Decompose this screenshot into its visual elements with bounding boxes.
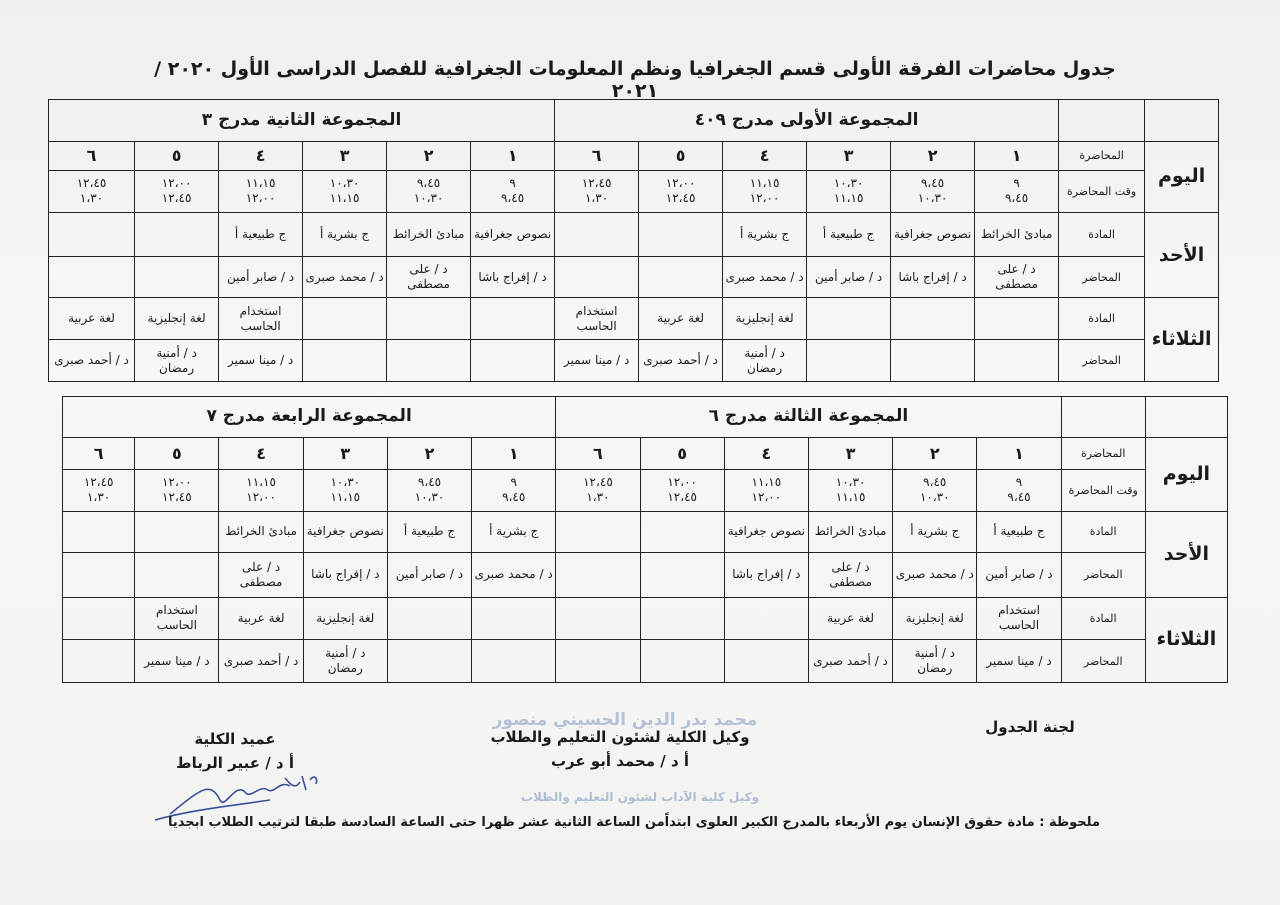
time-start: ١٠،٣٠ bbox=[329, 176, 360, 191]
lecturer-cell bbox=[639, 256, 723, 298]
subject-cell bbox=[975, 298, 1059, 340]
dean-signature bbox=[165, 730, 305, 772]
time-start: ١٢،٤٥ bbox=[581, 176, 612, 191]
blank-corner bbox=[1059, 100, 1145, 142]
time-end: ٩،٤٥ bbox=[1007, 490, 1031, 505]
subject-cell: نصوص جغرافية bbox=[471, 212, 555, 256]
subject-cell bbox=[387, 597, 471, 640]
subject-cell: استخدام الحاسب bbox=[555, 298, 639, 340]
row-label: المادة bbox=[1059, 212, 1145, 256]
lecturer-cell: د / إفراج باشا bbox=[891, 256, 975, 298]
blank-corner bbox=[1145, 397, 1227, 438]
time-start: ١٢،٠٠ bbox=[161, 176, 192, 191]
lecturer-cell bbox=[471, 340, 555, 382]
subject-cell: ج طبيعية أ bbox=[219, 212, 303, 256]
lecture-number: ٢ bbox=[387, 437, 471, 469]
subject-cell bbox=[49, 212, 135, 256]
lecturer-cell: د / على مصطفى bbox=[808, 552, 892, 597]
group-header: المجموعة الرابعة مدرج ٧ bbox=[63, 397, 556, 438]
time-end: ١٢،٠٠ bbox=[749, 191, 780, 206]
subject-cell bbox=[135, 212, 219, 256]
lecturer-cell bbox=[135, 256, 219, 298]
subject-cell: لغة إنجليزية bbox=[723, 298, 807, 340]
lecturer-cell bbox=[555, 256, 639, 298]
subject-cell bbox=[135, 512, 219, 553]
lecturer-cell bbox=[49, 256, 135, 298]
lecture-number: ٥ bbox=[135, 141, 219, 170]
lecture-number: ٤ bbox=[724, 437, 808, 469]
subject-cell: لغة عربية bbox=[639, 298, 723, 340]
lecturer-cell: د / إفراج باشا bbox=[724, 552, 808, 597]
lecturer-cell: د / أحمد صبرى bbox=[219, 640, 303, 683]
subject-cell: مبادئ الخرائط bbox=[975, 212, 1059, 256]
lecturer-cell: د / صابر أمين bbox=[219, 256, 303, 298]
time-end: ٩،٤٥ bbox=[502, 490, 526, 505]
time-start: ١١،١٥ bbox=[246, 475, 276, 490]
lecturer-cell: د / محمد صبرى bbox=[893, 552, 977, 597]
subject-cell: ج بشرية أ bbox=[723, 212, 807, 256]
row-label: المحاضرة bbox=[1061, 437, 1145, 469]
subject-cell: ج بشرية أ bbox=[303, 212, 387, 256]
lecture-number: ٢ bbox=[893, 437, 977, 469]
subject-cell bbox=[387, 298, 471, 340]
committee-title: لجنة الجدول bbox=[985, 718, 1075, 736]
time-start: ١٢،٤٥ bbox=[76, 176, 107, 191]
time-end: ١،٣٠ bbox=[87, 490, 111, 505]
subject-cell: لغة عربية bbox=[219, 597, 303, 640]
lecturer-cell: د / أحمد صبرى bbox=[639, 340, 723, 382]
lecturer-cell: د / أمنية رمضان bbox=[723, 340, 807, 382]
row-label: المادة bbox=[1061, 512, 1145, 553]
time-end: ١٢،٠٠ bbox=[245, 191, 276, 206]
subject-cell: لغة عربية bbox=[808, 597, 892, 640]
subject-cell: لغة إنجليزية bbox=[135, 298, 219, 340]
subject-cell bbox=[807, 298, 891, 340]
lecture-number: ٦ bbox=[49, 141, 135, 170]
day-label: الأحد bbox=[1145, 212, 1219, 298]
lecturer-cell: د / مينا سمير bbox=[219, 340, 303, 382]
subject-cell: استخدام الحاسب bbox=[135, 597, 219, 640]
subject-cell bbox=[891, 298, 975, 340]
lecture-number: ٦ bbox=[63, 437, 135, 469]
time-start: ١٠،٣٠ bbox=[833, 176, 864, 191]
lecturer-cell: د / محمد صبرى bbox=[723, 256, 807, 298]
lecture-number: ٥ bbox=[640, 437, 724, 469]
time-end: ١١،١٥ bbox=[330, 490, 361, 505]
lecture-number: ٤ bbox=[219, 141, 303, 170]
lecture-number: ٣ bbox=[303, 437, 387, 469]
lecturer-cell bbox=[387, 640, 471, 683]
lecturer-cell: د / صابر أمين bbox=[387, 552, 471, 597]
subject-cell bbox=[471, 298, 555, 340]
time-end: ١٢،٤٥ bbox=[161, 191, 192, 206]
lecturer-cell bbox=[724, 640, 808, 683]
time-start: ١١،١٥ bbox=[749, 176, 780, 191]
lecturer-cell: د / إفراج باشا bbox=[303, 552, 387, 597]
time-end: ١١،١٥ bbox=[329, 191, 360, 206]
lecturer-cell: د / إفراج باشا bbox=[471, 256, 555, 298]
subject-cell bbox=[639, 212, 723, 256]
lecturer-cell: د / على مصطفى bbox=[219, 552, 303, 597]
time-start: ١١،١٥ bbox=[245, 176, 276, 191]
day-label: الأحد bbox=[1145, 512, 1227, 597]
lecturer-cell bbox=[63, 552, 135, 597]
time-start: ٩،٤٥ bbox=[417, 475, 442, 490]
lecturer-cell: د / أمنية رمضان bbox=[303, 640, 387, 683]
time-start: ١٢،٠٠ bbox=[665, 176, 696, 191]
lecturer-cell bbox=[807, 340, 891, 382]
stamp-subtitle: وكيل كلية الآداب لشئون التعليم والطلاب bbox=[520, 790, 760, 804]
lecture-number: ١ bbox=[975, 141, 1059, 170]
lecture-number: ١ bbox=[977, 437, 1061, 469]
subject-cell bbox=[640, 597, 724, 640]
time-start: ٩،٤٥ bbox=[920, 176, 945, 191]
lecturer-cell bbox=[63, 640, 135, 683]
time-end: ١٠،٣٠ bbox=[919, 490, 950, 505]
committee-signature bbox=[965, 718, 1095, 736]
lecture-number: ٢ bbox=[387, 141, 471, 170]
time-start: ٩،٤٥ bbox=[416, 176, 441, 191]
subject-cell bbox=[472, 597, 556, 640]
lecturer-cell: د / صابر أمين bbox=[977, 552, 1061, 597]
time-end: ١٢،٤٥ bbox=[665, 191, 696, 206]
time-end: ١٠،٣٠ bbox=[414, 490, 445, 505]
subject-cell: لغة عربية bbox=[49, 298, 135, 340]
vice-dean-name: أ د / محمد أبو عرب bbox=[550, 752, 690, 770]
subject-cell: استخدام الحاسب bbox=[219, 298, 303, 340]
group-header: المجموعة الأولى مدرج ٤٠٩ bbox=[555, 100, 1059, 142]
schedule-table-groups-3-4 bbox=[62, 396, 1228, 683]
row-label: المحاضر bbox=[1059, 340, 1145, 382]
subject-cell bbox=[63, 512, 135, 553]
lecturer-cell bbox=[472, 640, 556, 683]
subject-cell: ج طبيعية أ bbox=[807, 212, 891, 256]
group-header: المجموعة الثالثة مدرج ٦ bbox=[556, 397, 1061, 438]
row-label: المحاضرة bbox=[1059, 141, 1145, 170]
lecture-number: ٤ bbox=[219, 437, 303, 469]
time-start: ٩ bbox=[510, 475, 517, 490]
subject-cell: استخدام الحاسب bbox=[977, 597, 1061, 640]
time-end: ١٢،٠٠ bbox=[246, 490, 276, 505]
time-end: ١،٣٠ bbox=[586, 490, 610, 505]
lecturer-cell: د / على مصطفى bbox=[387, 256, 471, 298]
lecturer-cell bbox=[640, 552, 724, 597]
day-label: الثلاثاء bbox=[1145, 597, 1227, 682]
time-start: ١٠،٣٠ bbox=[330, 475, 361, 490]
lecturer-cell bbox=[303, 340, 387, 382]
schedule-table-groups-1-2 bbox=[48, 99, 1219, 382]
day-label: اليوم bbox=[1145, 437, 1227, 512]
lecturer-cell: د / محمد صبرى bbox=[303, 256, 387, 298]
subject-cell: لغة إنجليزية bbox=[893, 597, 977, 640]
time-start: ١٢،٤٥ bbox=[83, 475, 114, 490]
time-end: ١٠،٣٠ bbox=[917, 191, 948, 206]
subject-cell bbox=[303, 298, 387, 340]
lecturer-cell: د / صابر أمين bbox=[807, 256, 891, 298]
time-start: ١١،١٥ bbox=[751, 475, 782, 490]
time-end: ١،٣٠ bbox=[79, 191, 104, 206]
row-label: وقت المحاضرة bbox=[1061, 469, 1145, 512]
lecturer-cell bbox=[387, 340, 471, 382]
subject-cell bbox=[63, 597, 135, 640]
day-label: اليوم bbox=[1145, 141, 1219, 212]
lecture-number: ٦ bbox=[555, 141, 639, 170]
subject-cell: ج بشرية أ bbox=[472, 512, 556, 553]
blank-corner bbox=[1145, 100, 1219, 142]
subject-cell bbox=[556, 512, 640, 553]
row-label: المحاضر bbox=[1061, 640, 1145, 683]
lecture-number: ٤ bbox=[723, 141, 807, 170]
lecturer-cell bbox=[891, 340, 975, 382]
lecturer-cell: د / أحمد صبرى bbox=[49, 340, 135, 382]
time-start: ١٢،٠٠ bbox=[667, 475, 697, 490]
time-start: ١٠،٣٠ bbox=[835, 475, 866, 490]
vice-dean-signature bbox=[470, 728, 770, 770]
subject-cell: نصوص جغرافية bbox=[891, 212, 975, 256]
lecturer-cell bbox=[640, 640, 724, 683]
document-title: جدول محاضرات الفرقة الأولى قسم الجغرافيا ونظم المعلومات الجغرافية للفصل الدراسى الأول ٢٠٢٠ / ٢٠٢١ bbox=[154, 58, 1116, 102]
time-end: ١١،١٥ bbox=[833, 191, 864, 206]
vice-dean-title: وكيل الكلية لشئون التعليم والطلاب bbox=[490, 728, 750, 746]
lecture-number: ٣ bbox=[807, 141, 891, 170]
row-label: وقت المحاضرة bbox=[1059, 171, 1145, 213]
subject-cell: مبادئ الخرائط bbox=[219, 512, 303, 553]
row-label: المادة bbox=[1061, 597, 1145, 640]
lecture-number: ٣ bbox=[808, 437, 892, 469]
lecture-number: ٥ bbox=[135, 437, 219, 469]
lecture-number: ٥ bbox=[639, 141, 723, 170]
lecture-number: ١ bbox=[471, 141, 555, 170]
lecturer-cell: د / مينا سمير bbox=[135, 640, 219, 683]
day-label: الثلاثاء bbox=[1145, 298, 1219, 382]
stamp-name: محمد بدر الدين الحسيني منصور bbox=[492, 710, 758, 730]
blank-corner bbox=[1061, 397, 1145, 438]
subject-cell: نصوص جغرافية bbox=[303, 512, 387, 553]
row-label: المحاضر bbox=[1061, 552, 1145, 597]
lecturer-cell: د / مينا سمير bbox=[977, 640, 1061, 683]
subject-cell: مبادئ الخرائط bbox=[387, 212, 471, 256]
time-end: ١،٣٠ bbox=[584, 191, 609, 206]
lecturer-cell: د / أحمد صبرى bbox=[808, 640, 892, 683]
lecture-number: ١ bbox=[472, 437, 556, 469]
time-end: ٩،٤٥ bbox=[1004, 191, 1029, 206]
subject-cell: مبادئ الخرائط bbox=[808, 512, 892, 553]
time-start: ٩ bbox=[1015, 475, 1023, 490]
subject-cell: ج طبيعية أ bbox=[387, 512, 471, 553]
dean-title: عميد الكلية bbox=[194, 730, 276, 748]
lecturer-cell: د / محمد صبرى bbox=[472, 552, 556, 597]
subject-cell: ج طبيعية أ bbox=[977, 512, 1061, 553]
time-start: ٩،٤٥ bbox=[923, 475, 947, 490]
time-end: ٩،٤٥ bbox=[500, 191, 525, 206]
lecturer-cell: د / على مصطفى bbox=[975, 256, 1059, 298]
time-start: ٩ bbox=[1013, 176, 1020, 191]
time-start: ١٢،٠٠ bbox=[162, 475, 192, 490]
time-end: ١٢،٤٥ bbox=[667, 490, 697, 505]
footnote: ملحوظة : مادة حقوق الإنسان يوم الأربعاء بالمدرج الكبير العلوى ابتداًمن الساعة الثانية عشر ظهرا حتى الساعة السادسة طبقا لترتيب الطلاب ابجديا bbox=[167, 815, 1100, 830]
subject-cell bbox=[555, 212, 639, 256]
lecturer-cell bbox=[975, 340, 1059, 382]
time-start: ٩ bbox=[509, 176, 516, 191]
row-label: المادة bbox=[1059, 298, 1145, 340]
subject-cell: ج بشرية أ bbox=[893, 512, 977, 553]
dean-name: أ د / عبير الرباط bbox=[176, 754, 294, 772]
lecturer-cell: د / مينا سمير bbox=[555, 340, 639, 382]
lecture-number: ٣ bbox=[303, 141, 387, 170]
lecture-number: ٢ bbox=[891, 141, 975, 170]
lecturer-cell: د / أمنية رمضان bbox=[135, 340, 219, 382]
time-end: ١١،١٥ bbox=[835, 490, 866, 505]
subject-cell bbox=[724, 597, 808, 640]
lecturer-cell: د / أمنية رمضان bbox=[893, 640, 977, 683]
subject-cell: نصوص جغرافية bbox=[724, 512, 808, 553]
row-label: المحاضر bbox=[1059, 256, 1145, 298]
time-end: ١٠،٣٠ bbox=[413, 191, 444, 206]
time-end: ١٢،٤٥ bbox=[162, 490, 192, 505]
lecturer-cell bbox=[556, 552, 640, 597]
subject-cell bbox=[556, 597, 640, 640]
group-header: المجموعة الثانية مدرج ٣ bbox=[49, 100, 555, 142]
subject-cell bbox=[640, 512, 724, 553]
lecturer-cell bbox=[135, 552, 219, 597]
lecture-number: ٦ bbox=[556, 437, 640, 469]
lecturer-cell bbox=[556, 640, 640, 683]
time-start: ١٢،٤٥ bbox=[583, 475, 613, 490]
subject-cell: لغة إنجليزية bbox=[303, 597, 387, 640]
time-end: ١٢،٠٠ bbox=[751, 490, 782, 505]
